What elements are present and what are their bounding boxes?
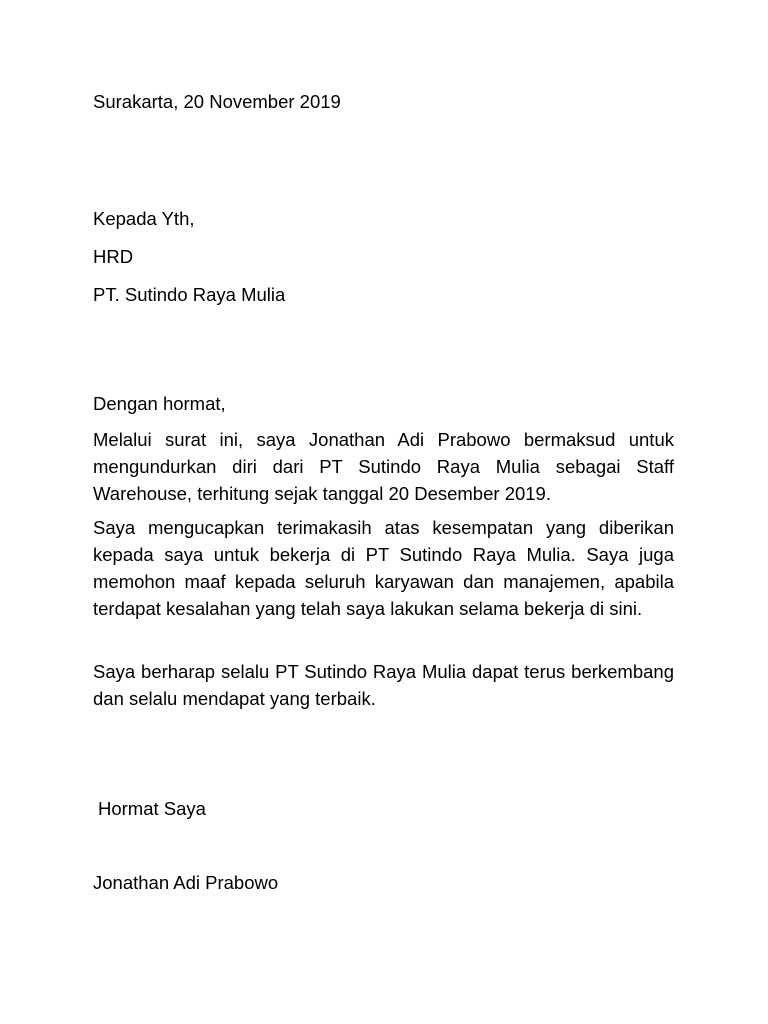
body-paragraph-2: Saya mengucapkan terimakasih atas kesempatan yang diberikan kepada saya untuk bekerja di PT Sutindo Raya Mulia. Saya juga memohon maaf kepada seluruh karyawan dan manajemen, apabila terdapat kesalahan yang telah saya lakukan selama bekerja di sini. — [93, 517, 674, 619]
place-date: Surakarta, 20 November 2019 — [93, 91, 341, 112]
recipient-salutation: Kepada Yth, — [93, 208, 195, 229]
body-paragraph-1: Melalui surat ini, saya Jonathan Adi Prabowo bermaksud untuk mengundurkan diri dari PT Sutindo Raya Mulia sebagai Staff Warehouse, terhitung sejak tanggal 20 Desember 2019. — [93, 429, 674, 504]
recipient-department: HRD — [93, 246, 134, 267]
closing: Hormat Saya — [98, 798, 206, 819]
greeting: Dengan hormat, — [93, 393, 226, 414]
signatory-name: Jonathan Adi Prabowo — [93, 872, 279, 893]
recipient-company: PT. Sutindo Raya Mulia — [93, 284, 286, 305]
body-paragraph-3: Saya berharap selalu PT Sutindo Raya Mulia dapat terus berkembang dan selalu mendapat yang terbaik. — [93, 661, 674, 709]
